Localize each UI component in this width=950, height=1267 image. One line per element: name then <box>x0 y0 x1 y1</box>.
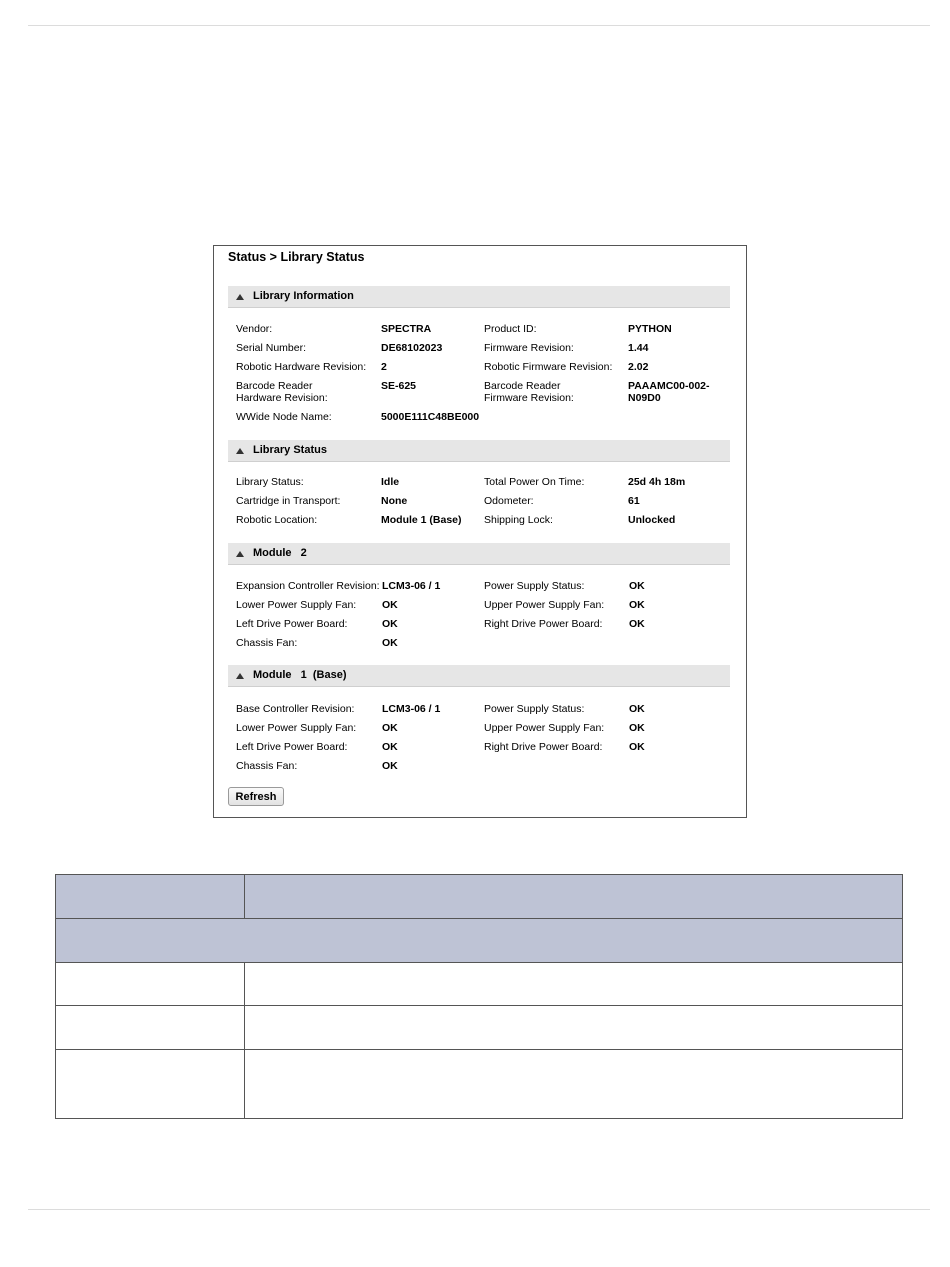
m1-upper-fan-value: OK <box>629 722 645 734</box>
barcode-hw-label-line2: Hardware Revision: <box>236 392 328 404</box>
breadcrumb: Status > Library Status <box>228 250 365 264</box>
robotic-hw-revision-label: Robotic Hardware Revision: <box>236 361 367 373</box>
m2-lower-fan-label: Lower Power Supply Fan: <box>236 599 357 611</box>
collapse-triangle-icon[interactable] <box>236 448 244 454</box>
m2-right-drive-value: OK <box>629 618 645 630</box>
odometer-label: Odometer: <box>484 495 534 507</box>
shipping-lock-value: Unlocked <box>628 514 676 526</box>
m1-left-drive-label: Left Drive Power Board: <box>236 741 348 753</box>
m1-controller-value: LCM3-06 / 1 <box>382 703 441 715</box>
table-row <box>56 1006 902 1050</box>
wwnn-label: WWide Node Name: <box>236 411 332 423</box>
cartridge-in-transport-value: None <box>381 495 408 507</box>
library-status-panel <box>213 245 747 818</box>
m1-left-drive-value: OK <box>382 741 398 753</box>
power-on-time-label: Total Power On Time: <box>484 476 585 488</box>
section-title: Library Information <box>253 290 354 302</box>
refresh-button[interactable]: Refresh <box>228 787 284 806</box>
robotic-fw-revision-value: 2.02 <box>628 361 649 373</box>
barcode-fw-label-line2: Firmware Revision: <box>484 392 574 404</box>
page-bottom-rule <box>28 1209 930 1210</box>
table-cell <box>56 1050 245 1118</box>
module-2-header[interactable] <box>228 543 730 565</box>
section-title: Module 2 <box>253 547 307 559</box>
power-on-time-value: 25d 4h 18m <box>628 476 686 488</box>
barcode-fw-value-line2: N09D0 <box>628 392 661 404</box>
barcode-hw-revision-value: SE-625 <box>381 380 417 392</box>
cartridge-in-transport-label: Cartridge in Transport: <box>236 495 341 507</box>
m1-lower-fan-label: Lower Power Supply Fan: <box>236 722 357 734</box>
m2-psu-status-label: Power Supply Status: <box>484 580 585 592</box>
vendor-label: Vendor: <box>236 323 273 335</box>
table-header-row <box>56 875 902 919</box>
m1-psu-status-value: OK <box>629 703 645 715</box>
m2-upper-fan-value: OK <box>629 599 645 611</box>
table-cell <box>56 1006 245 1049</box>
m2-upper-fan-label: Upper Power Supply Fan: <box>484 599 605 611</box>
collapse-triangle-icon[interactable] <box>236 551 244 557</box>
m1-upper-fan-label: Upper Power Supply Fan: <box>484 722 605 734</box>
robotic-location-value: Module 1 (Base) <box>381 514 462 526</box>
m1-right-drive-value: OK <box>629 741 645 753</box>
wwnn-value: 5000E111C48BE000 <box>381 411 480 423</box>
page-top-rule <box>28 25 930 26</box>
robotic-hw-revision-value: 2 <box>381 361 387 373</box>
robotic-location-label: Robotic Location: <box>236 514 318 526</box>
product-id-label: Product ID: <box>484 323 537 335</box>
m1-right-drive-label: Right Drive Power Board: <box>484 741 603 753</box>
serial-number-value: DE68102023 <box>381 342 443 354</box>
m2-controller-label: Expansion Controller Revision: <box>236 580 380 592</box>
vendor-value: SPECTRA <box>381 323 432 335</box>
section-title: Module 1 (Base) <box>253 669 347 681</box>
robotic-fw-revision-label: Robotic Firmware Revision: <box>484 361 613 373</box>
table-section-row <box>56 919 902 963</box>
m2-chassis-fan-label: Chassis Fan: <box>236 637 298 649</box>
collapse-triangle-icon[interactable] <box>236 294 244 300</box>
m2-left-drive-value: OK <box>382 618 398 630</box>
product-id-value: PYTHON <box>628 323 672 335</box>
barcode-fw-label-line1: Barcode Reader <box>484 380 561 392</box>
collapse-triangle-icon[interactable] <box>236 673 244 679</box>
m2-left-drive-label: Left Drive Power Board: <box>236 618 348 630</box>
serial-number-label: Serial Number: <box>236 342 307 354</box>
barcode-fw-value-line1: PAAAMC00-002- <box>628 380 710 392</box>
library-status-label: Library Status: <box>236 476 304 488</box>
library-status-value: Idle <box>381 476 400 488</box>
table-cell <box>56 963 245 1005</box>
odometer-value: 61 <box>628 495 640 507</box>
m2-controller-value: LCM3-06 / 1 <box>382 580 441 592</box>
module-1-header[interactable] <box>228 665 730 687</box>
section-title: Library Status <box>253 444 327 456</box>
m2-right-drive-label: Right Drive Power Board: <box>484 618 603 630</box>
m1-controller-label: Base Controller Revision: <box>236 703 355 715</box>
m1-psu-status-label: Power Supply Status: <box>484 703 585 715</box>
m1-chassis-fan-value: OK <box>382 760 398 772</box>
library-information-header[interactable] <box>228 286 730 308</box>
table-row <box>56 1050 902 1118</box>
shipping-lock-label: Shipping Lock: <box>484 514 553 526</box>
m2-psu-status-value: OK <box>629 580 645 592</box>
reference-table <box>55 874 903 1119</box>
m2-chassis-fan-value: OK <box>382 637 398 649</box>
m2-lower-fan-value: OK <box>382 599 398 611</box>
table-header-cell <box>56 875 245 918</box>
barcode-hw-label-line1: Barcode Reader <box>236 380 313 392</box>
table-row <box>56 963 902 1006</box>
m1-lower-fan-value: OK <box>382 722 398 734</box>
m1-chassis-fan-label: Chassis Fan: <box>236 760 298 772</box>
firmware-revision-value: 1.44 <box>628 342 649 354</box>
library-status-header[interactable] <box>228 440 730 462</box>
firmware-revision-label: Firmware Revision: <box>484 342 574 354</box>
